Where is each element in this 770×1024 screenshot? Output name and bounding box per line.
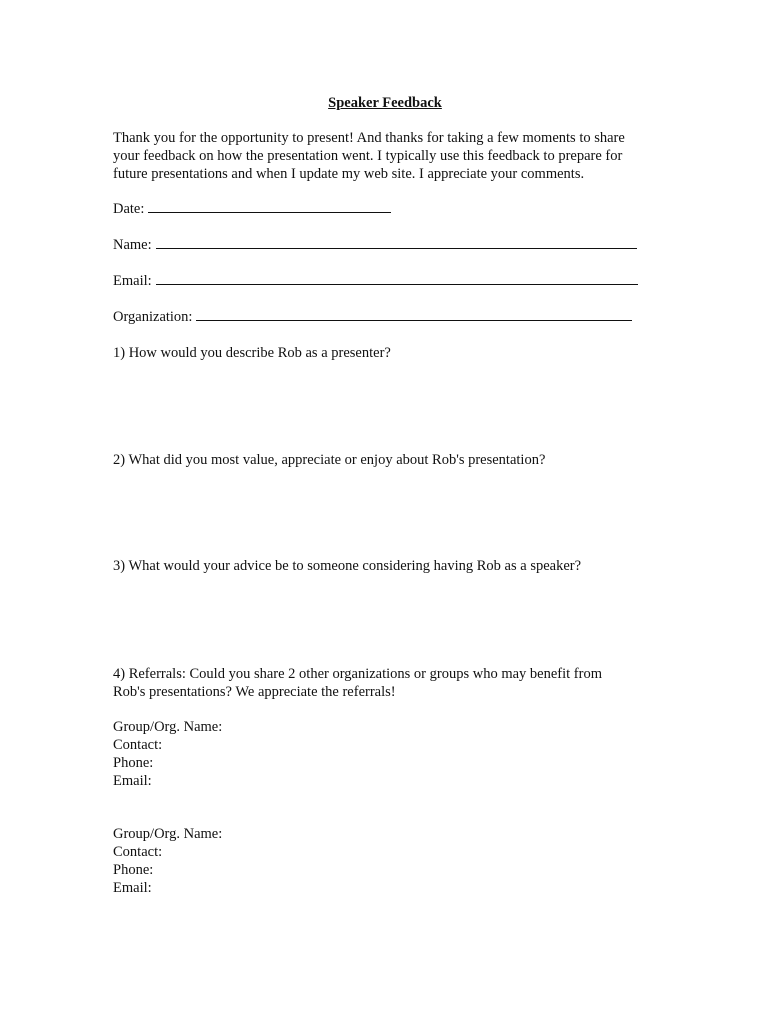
email-field	[113, 272, 638, 290]
referral-phone-label: Phone:	[113, 755, 154, 771]
date-field	[113, 200, 391, 218]
question-2: 2) What did you most value, appreciate or enjoy about Rob's presentation?	[113, 452, 546, 468]
referral-block-1	[113, 718, 222, 790]
date-fill-line[interactable]	[148, 200, 391, 213]
date-label: Date:	[113, 201, 145, 217]
question-4	[113, 665, 602, 701]
email-label: Email:	[113, 273, 152, 289]
page-title: Speaker Feedback	[328, 95, 442, 111]
referral-email-label: Email:	[113, 773, 152, 789]
name-label: Name:	[113, 237, 152, 253]
intro-line: your feedback on how the presentation went. I typically use this feedback to prepare for	[113, 148, 623, 164]
question-4-line: 4) Referrals: Could you share 2 other organizations or groups who may benefit from	[113, 666, 602, 682]
referral-block-2	[113, 825, 222, 897]
referral-group-label: Group/Org. Name:	[113, 719, 223, 735]
referral-contact-label: Contact:	[113, 737, 163, 753]
question-3: 3) What would your advice be to someone considering having Rob as a speaker?	[113, 558, 582, 574]
referral-contact-label: Contact:	[113, 844, 163, 860]
intro-line: Thank you for the opportunity to present! And thanks for taking a few moments to share	[113, 130, 625, 146]
name-field	[113, 236, 637, 254]
referral-group-label: Group/Org. Name:	[113, 826, 223, 842]
intro-paragraph	[113, 129, 673, 183]
intro-line: future presentations and when I update my web site. I appreciate your comments.	[113, 166, 585, 182]
question-4-line: Rob's presentations? We appreciate the referrals!	[113, 684, 396, 700]
name-fill-line[interactable]	[156, 236, 637, 249]
referral-email-label: Email:	[113, 880, 152, 896]
email-fill-line[interactable]	[156, 272, 638, 285]
organization-field	[113, 308, 632, 326]
referral-phone-label: Phone:	[113, 862, 154, 878]
organization-label: Organization:	[113, 309, 193, 325]
question-1: 1) How would you describe Rob as a presenter?	[113, 345, 391, 361]
organization-fill-line[interactable]	[196, 308, 632, 321]
